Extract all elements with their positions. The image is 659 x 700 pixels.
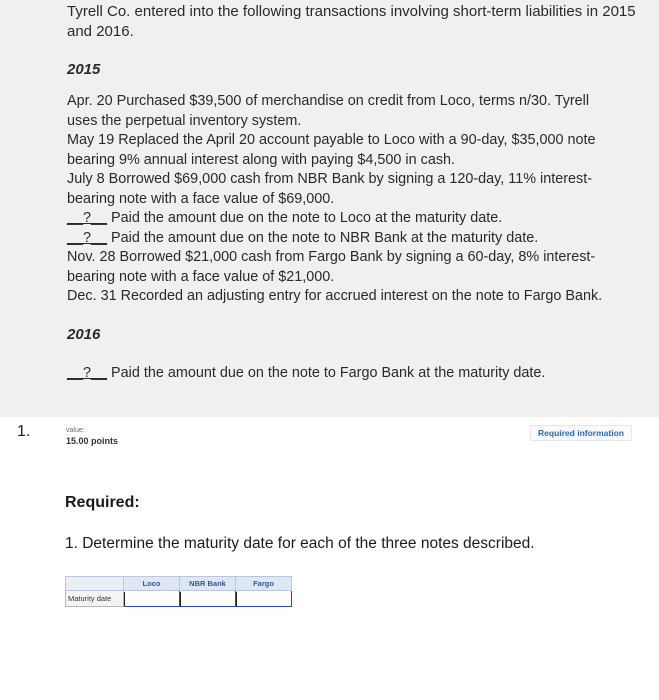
maturity-date-input-nbr-bank[interactable] <box>180 592 235 606</box>
cell-fargo <box>236 591 292 607</box>
maturity-date-input-fargo[interactable] <box>236 592 291 606</box>
points-value: 15.00 points <box>66 436 119 446</box>
transaction-line: Apr. 20 Purchased $39,500 of merchandise on credit from Loco, terms n/30. Tyrell <box>67 93 590 109</box>
required-heading: Required: <box>65 494 140 511</box>
transaction-line: bearing 9% annual interest along with paying $4,500 in cash. <box>67 151 456 168</box>
row-label-maturity-date: Maturity date <box>66 591 124 607</box>
transaction-line-blank-date <box>67 229 659 249</box>
column-header-fargo: Fargo <box>236 577 292 591</box>
column-header-nbr-bank: NBR Bank <box>180 577 236 591</box>
transactions-2015 <box>67 92 659 307</box>
maturity-date-table <box>65 576 292 607</box>
required-information-button[interactable]: Required information <box>530 425 632 441</box>
transaction-line: Nov. 28 Borrowed $21,000 cash from Fargo Bank by signing a 60-day, 8% interest- <box>67 249 596 265</box>
transaction-line: bearing note with a face value of $69,000. <box>67 190 335 207</box>
intro-text: Tyrell Co. entered into the following transactions involving short-term liabilities in 2015 and 2016. <box>67 3 636 40</box>
question-number: 1. <box>17 423 31 440</box>
date-blank: __?__ <box>67 229 108 246</box>
transaction-text: Paid the amount due on the note to Loco at the maturity date. <box>107 210 503 226</box>
table-row <box>66 591 292 607</box>
transaction-line: Dec. 31 Recorded an adjusting entry for accrued interest on the note to Fargo Bank. <box>67 288 603 304</box>
transaction-2016 <box>67 364 652 384</box>
transaction-line: uses the perpetual inventory system. <box>67 112 302 129</box>
year-2016-heading: 2016 <box>67 326 101 343</box>
year-2015-heading: 2015 <box>67 61 101 78</box>
transaction-line: bearing note with a face value of $21,000. <box>67 268 335 285</box>
question-text: 1. Determine the maturity date for each of the three notes described. <box>65 535 535 552</box>
column-header-loco: Loco <box>124 577 180 591</box>
cell-loco <box>124 591 180 607</box>
table-header-row <box>66 577 292 591</box>
transaction-text: Paid the amount due on the note to Fargo Bank at the maturity date. <box>107 365 546 381</box>
cell-nbr-bank <box>180 591 236 607</box>
transaction-line-blank-date <box>67 209 659 229</box>
date-blank: __?__ <box>67 365 108 381</box>
table-corner-cell <box>66 577 124 591</box>
transaction-line: May 19 Replaced the April 20 account payable to Loco with a 90-day, $35,000 note <box>67 132 596 148</box>
date-blank: __?__ <box>67 210 108 226</box>
value-label: value: <box>66 427 85 434</box>
transaction-line: July 8 Borrowed $69,000 cash from NBR Bank by signing a 120-day, 11% interest- <box>67 171 592 187</box>
maturity-date-input-loco[interactable] <box>124 592 179 606</box>
transaction-text: Paid the amount due on the note to NBR Bank at the maturity date. <box>107 229 539 246</box>
